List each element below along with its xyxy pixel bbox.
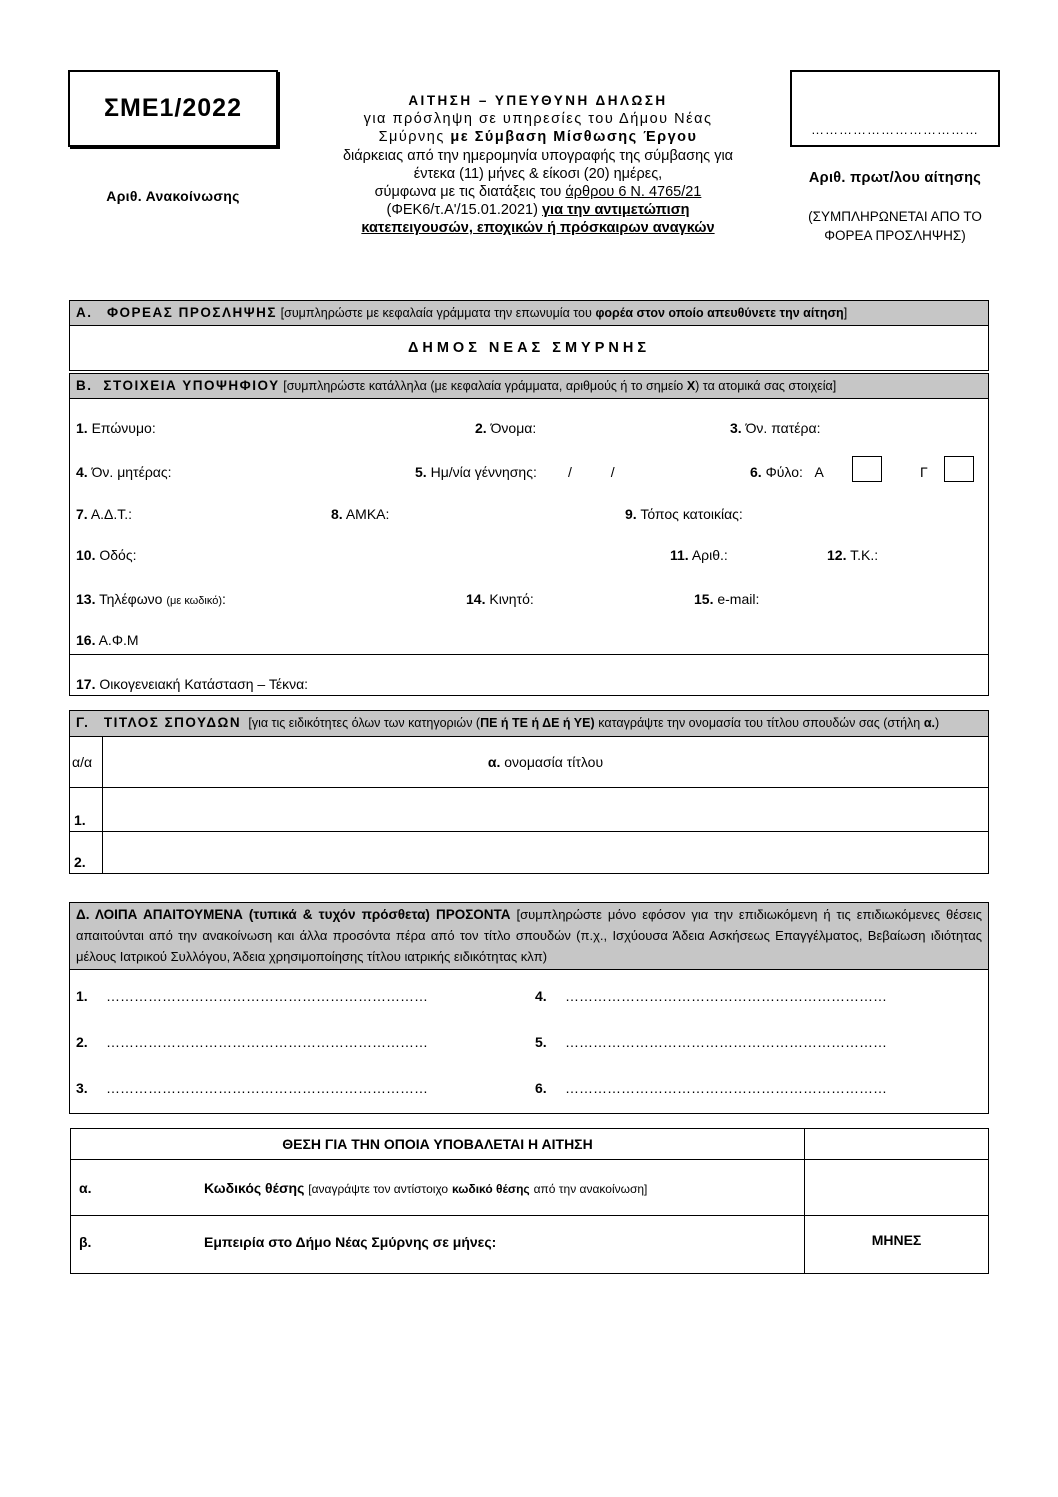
field-postal-code[interactable]: 12. Τ.Κ.: bbox=[827, 547, 879, 563]
law-reference: άρθρου 6 Ν. 4765/21 bbox=[565, 184, 702, 201]
section-note-bold: Χ bbox=[686, 379, 696, 393]
education-row[interactable] bbox=[70, 787, 988, 831]
field-id-card[interactable]: 7. Α.Δ.Τ.: bbox=[76, 506, 133, 522]
position-code-note: [αναγράψτε τον αντίστοιχο bbox=[308, 1181, 449, 1196]
field-email[interactable]: 15. e-mail: bbox=[694, 591, 760, 607]
qualification-line[interactable]: 4. …………………………………………………………… bbox=[535, 988, 887, 1004]
section-note: [συμπληρώστε με κεφαλαία γράμματα την επωνυμία του bbox=[280, 306, 592, 320]
section-letter: Β. bbox=[76, 378, 93, 393]
section-qualifications bbox=[69, 902, 989, 1114]
title-line: κατεπειγουσών, εποχικών ή πρόσκαιρων αναγκών bbox=[361, 220, 715, 237]
title-line: Σμύρνης bbox=[378, 129, 445, 146]
qualification-line[interactable]: 6. …………………………………………………………… bbox=[535, 1080, 887, 1096]
field-street[interactable]: 10. Οδός: bbox=[76, 547, 137, 563]
section-candidate bbox=[69, 373, 989, 696]
title-line: με Σύμβαση Μίσθωσης Έργου bbox=[450, 129, 698, 146]
position-table bbox=[70, 1128, 989, 1274]
field-first-name[interactable]: 2. Όνομα: bbox=[475, 420, 537, 436]
section-b-header bbox=[70, 374, 988, 399]
education-title-input[interactable] bbox=[103, 832, 988, 873]
education-row[interactable] bbox=[70, 831, 988, 873]
experience-row bbox=[71, 1216, 989, 1274]
row-number: 2. bbox=[70, 832, 103, 873]
qualification-line[interactable]: 2. …………………………………………………………… bbox=[76, 1034, 428, 1050]
experience-label: Εμπειρία στο Δήμο Νέας Σμύρνης σε μήνες: bbox=[204, 1234, 497, 1250]
field-mother-name[interactable]: 4. Όν. μητέρας: bbox=[76, 464, 172, 480]
employer-name-field[interactable] bbox=[70, 326, 988, 370]
position-code-input[interactable] bbox=[805, 1160, 989, 1216]
section-note-bold: φορέα στον οποίο απευθύνετε την αίτηση bbox=[595, 306, 844, 320]
position-code-label: Κωδικός θέσης bbox=[204, 1179, 305, 1196]
section-title: ΤΙΤΛΟΣ ΣΠΟΥΔΩΝ bbox=[103, 715, 242, 730]
col-num-header: α/α bbox=[70, 737, 103, 787]
form-title bbox=[318, 92, 758, 238]
field-tax-id[interactable]: 16. Α.Φ.Μ bbox=[76, 632, 139, 648]
section-note: ) bbox=[935, 716, 940, 730]
field-surname[interactable]: 1. Επώνυμο: bbox=[76, 420, 156, 436]
announcement-label: Αριθ. Ανακοίνωσης bbox=[106, 188, 240, 204]
field-father-name[interactable]: 3. Όν. πατέρα: bbox=[730, 420, 821, 436]
field-residence[interactable]: 9. Τόπος κατοικίας: bbox=[625, 506, 743, 522]
gender-b-checkbox[interactable] bbox=[944, 456, 974, 482]
section-note: ] bbox=[843, 306, 848, 320]
field-gender: 6. Φύλο: Α bbox=[750, 464, 824, 480]
field-street-number[interactable]: 11. Αριθ.: bbox=[670, 547, 728, 563]
section-a-header bbox=[70, 301, 988, 326]
position-header: ΘΕΣΗ ΓΙΑ ΤΗΝ ΟΠΟΙΑ ΥΠΟΒΑΛΕΤΑΙ Η ΑΙΤΗΣΗ bbox=[71, 1129, 805, 1160]
registration-number-placeholder: ……………………………… bbox=[811, 122, 979, 137]
row-number: 1. bbox=[70, 788, 103, 831]
education-title-input[interactable] bbox=[103, 788, 988, 831]
registration-note bbox=[780, 207, 1010, 245]
title-line: έντεκα (11) μήνες & είκοσι (20) ημέρες, bbox=[413, 165, 663, 182]
gender-b-label: Γ bbox=[920, 464, 928, 480]
position-code-label-cell bbox=[71, 1160, 805, 1216]
section-title: Δ. ΛΟΙΠΑ ΑΠΑΙΤΟΥΜΕΝΑ (τυπικά & τυχόν πρόσθετα) ΠΡΟΣΟΝΤΑ bbox=[76, 907, 511, 922]
section-title: ΦΟΡΕΑΣ ΠΡΟΣΛΗΨΗΣ bbox=[106, 305, 278, 320]
section-note: καταγράψτε την ονομασία του τίτλου σπουδών σας (στήλη bbox=[598, 716, 921, 730]
section-note: [συμπληρώστε μόνο εφόσον για την επιδιωκόμενη ή τις επιδιωκόμενες θέσεις απαιτούνται από την ανακοίνωση και άλλα προσόντα πέρα από τον τίτλο σπουδών (π.χ., Ισχύουσα Άδεια Ασκήσεως Επαγγέλματος, Βεβαίωση ιδιότητας μέλους Ιατρικού Συλλόγου, Άδεια χρησιμοποίησης τίτλου ιατρικής ειδικότητας κλπ) bbox=[76, 907, 982, 964]
title-line: σύμφωνα με τις διατάξεις του bbox=[374, 184, 562, 201]
section-letter: Γ. bbox=[76, 715, 90, 730]
field-phone[interactable]: 13. Τηλέφωνο (με κωδικό): bbox=[76, 591, 226, 607]
field-amka[interactable]: 8. ΑΜΚΑ: bbox=[331, 506, 390, 522]
section-note: [για τις ειδικότητες όλων των κατηγοριών ( bbox=[248, 716, 481, 730]
row-letter: α. bbox=[79, 1179, 92, 1196]
row-letter: β. bbox=[79, 1234, 92, 1250]
announcement-code: ΣΜΕ1/2022 bbox=[104, 94, 242, 122]
registration-number-box[interactable] bbox=[790, 70, 1000, 147]
section-note-bold: ΠΕ ή ΤΕ ή ΔΕ ή ΥΕ) bbox=[480, 716, 595, 730]
title-line: διάρκειας από την ημερομηνία υπογραφής της σύμβασης για bbox=[342, 147, 734, 164]
section-title: ΣΤΟΙΧΕΙΑ ΥΠΟΨΗΦΙΟΥ bbox=[103, 378, 280, 393]
gender-a-checkbox[interactable] bbox=[852, 456, 882, 482]
announcement-code-box bbox=[68, 70, 278, 147]
position-code-note: από την ανακοίνωση] bbox=[533, 1181, 648, 1196]
position-header-blank bbox=[805, 1129, 989, 1160]
section-c-header bbox=[70, 711, 988, 737]
registration-note-line: ΦΟΡΕΑ ΠΡΟΣΛΗΨΗΣ) bbox=[824, 228, 966, 243]
col-title-header: α. ονομασία τίτλου bbox=[487, 754, 604, 770]
title-line: ΑΙΤΗΣΗ – ΥΠΕΥΘΥΝΗ ΔΗΛΩΣΗ bbox=[408, 93, 668, 108]
field-mobile[interactable]: 14. Κινητό: bbox=[466, 591, 534, 607]
title-line: για την αντιμετώπιση bbox=[541, 202, 690, 219]
section-employer bbox=[69, 300, 989, 371]
section-note: [συμπληρώστε κατάλληλα (με κεφαλαία γράμματα, αριθμούς ή το σημείο bbox=[283, 379, 684, 393]
field-family-status[interactable]: 17. Οικογενειακή Κατάσταση – Τέκνα: bbox=[76, 676, 309, 692]
title-line: για πρόσληψη σε υπηρεσίες του Δήμου Νέας bbox=[363, 111, 713, 128]
qualification-line[interactable]: 3. …………………………………………………………… bbox=[76, 1080, 428, 1096]
qualification-line[interactable]: 1. …………………………………………………………… bbox=[76, 988, 428, 1004]
section-note-bold: α. bbox=[923, 716, 936, 730]
registration-note-line: (ΣΥΜΠΛΗΡΩΝΕΤΑΙ ΑΠΟ ΤΟ bbox=[808, 209, 982, 224]
qualification-line[interactable]: 5. …………………………………………………………… bbox=[535, 1034, 887, 1050]
experience-months-input[interactable] bbox=[805, 1216, 989, 1274]
education-header-row bbox=[70, 737, 988, 787]
section-note: ) τα ατομικά σας στοιχεία] bbox=[695, 379, 837, 393]
section-education bbox=[69, 710, 989, 874]
field-birth-date[interactable]: 5. Ημ/νία γέννησης: / / bbox=[415, 464, 615, 480]
position-code-note-bold: κωδικό θέσης bbox=[451, 1181, 530, 1196]
registration-label: Αριθ. πρωτ/λου αίτησης bbox=[808, 170, 982, 186]
position-header-row bbox=[71, 1129, 989, 1160]
divider bbox=[70, 654, 988, 655]
section-letter: Α. bbox=[76, 305, 93, 320]
experience-label-cell bbox=[71, 1216, 805, 1274]
section-d-header bbox=[70, 903, 988, 970]
position-code-row bbox=[71, 1160, 989, 1216]
title-line: (ΦΕΚ6/τ.Α'/15.01.2021) bbox=[386, 202, 538, 219]
employer-name: ΔΗΜΟΣ ΝΕΑΣ ΣΜΥΡΝΗΣ bbox=[407, 340, 651, 356]
months-label: ΜΗΝΕΣ bbox=[871, 1232, 922, 1248]
